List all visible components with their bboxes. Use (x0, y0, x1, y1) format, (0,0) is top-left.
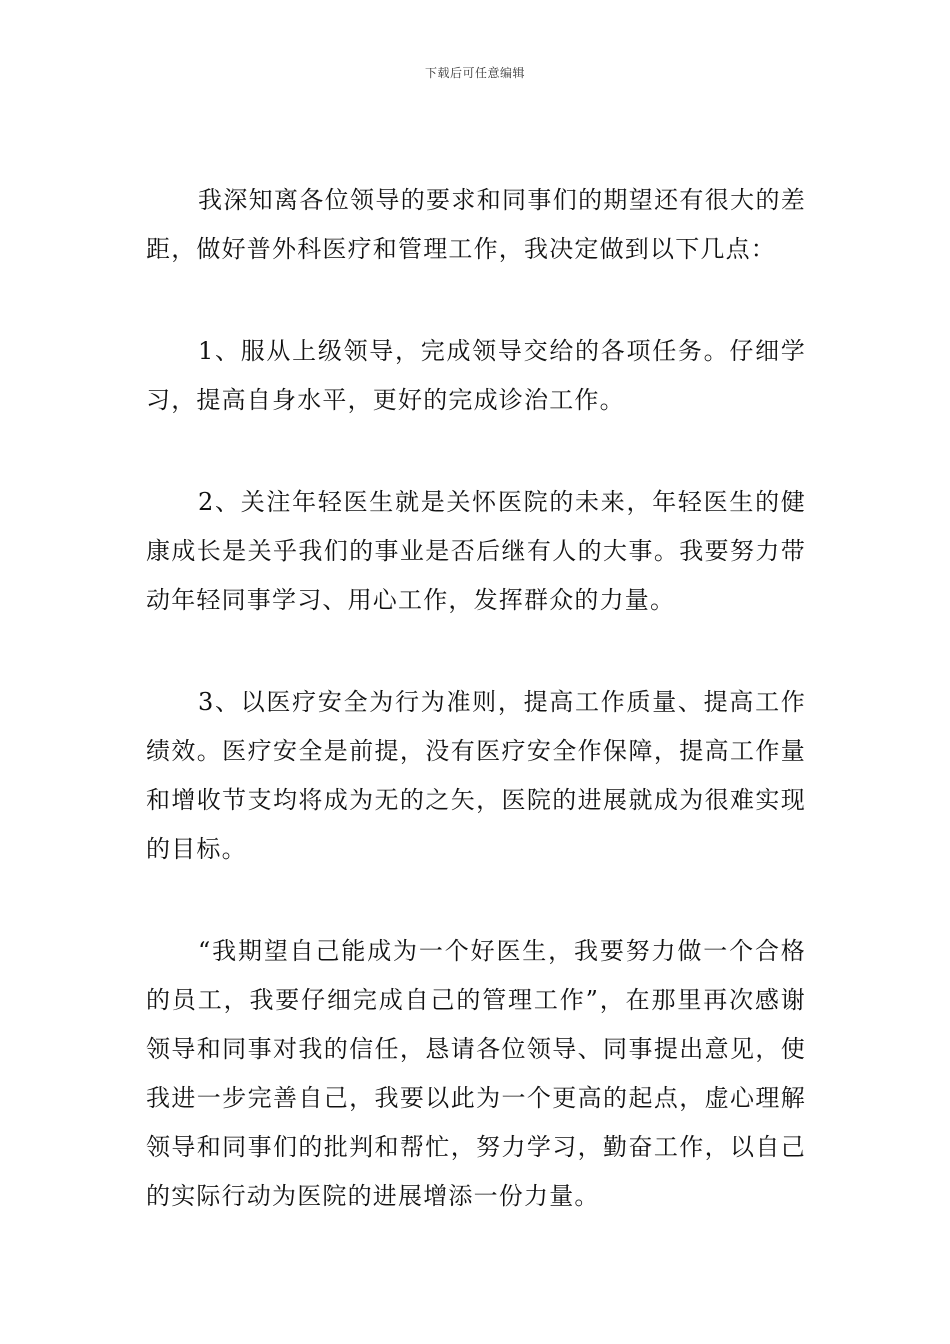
paragraph-intro: 我深知离各位领导的要求和同事们的期望还有很大的差距，做好普外科医疗和管理工作，我决定做到以下几点： (146, 186, 806, 263)
paragraph-point-3: 3、以医疗安全为行为准则，提高工作质量、提高工作绩效。医疗安全是前提，没有医疗安全作保障，提高工作量和增收节支均将成为无的之矢，医院的进展就成为很难实现的目标。 (146, 688, 806, 863)
page-header: 下载后可任意编辑 (424, 66, 525, 80)
paragraph-point-2: 2、关注年轻医生就是关怀医院的未来，年轻医生的健康成长是关乎我们的事业是否后继有人的大事。我要努力带动年轻同事学习、用心工作，发挥群众的力量。 (146, 488, 806, 614)
paragraph-closing: “我期望自己能成为一个好医生，我要努力做一个合格的员工，我要仔细完成自己的管理工作”，在那里再次感谢领导和同事对我的信任，恳请各位领导、同事提出意见，使我进一步完善自己，我要以此为一个更高的起点，虚心理解领导和同事们的批判和帮忙，努力学习，勤奋工作，以自己的实际行动为医院的进展增添一份力量。 (146, 937, 806, 1210)
document-body (146, 176, 806, 1221)
paragraph-point-1: 1、服从上级领导，完成领导交给的各项任务。仔细学习，提高自身水平，更好的完成诊治工作。 (146, 337, 806, 414)
